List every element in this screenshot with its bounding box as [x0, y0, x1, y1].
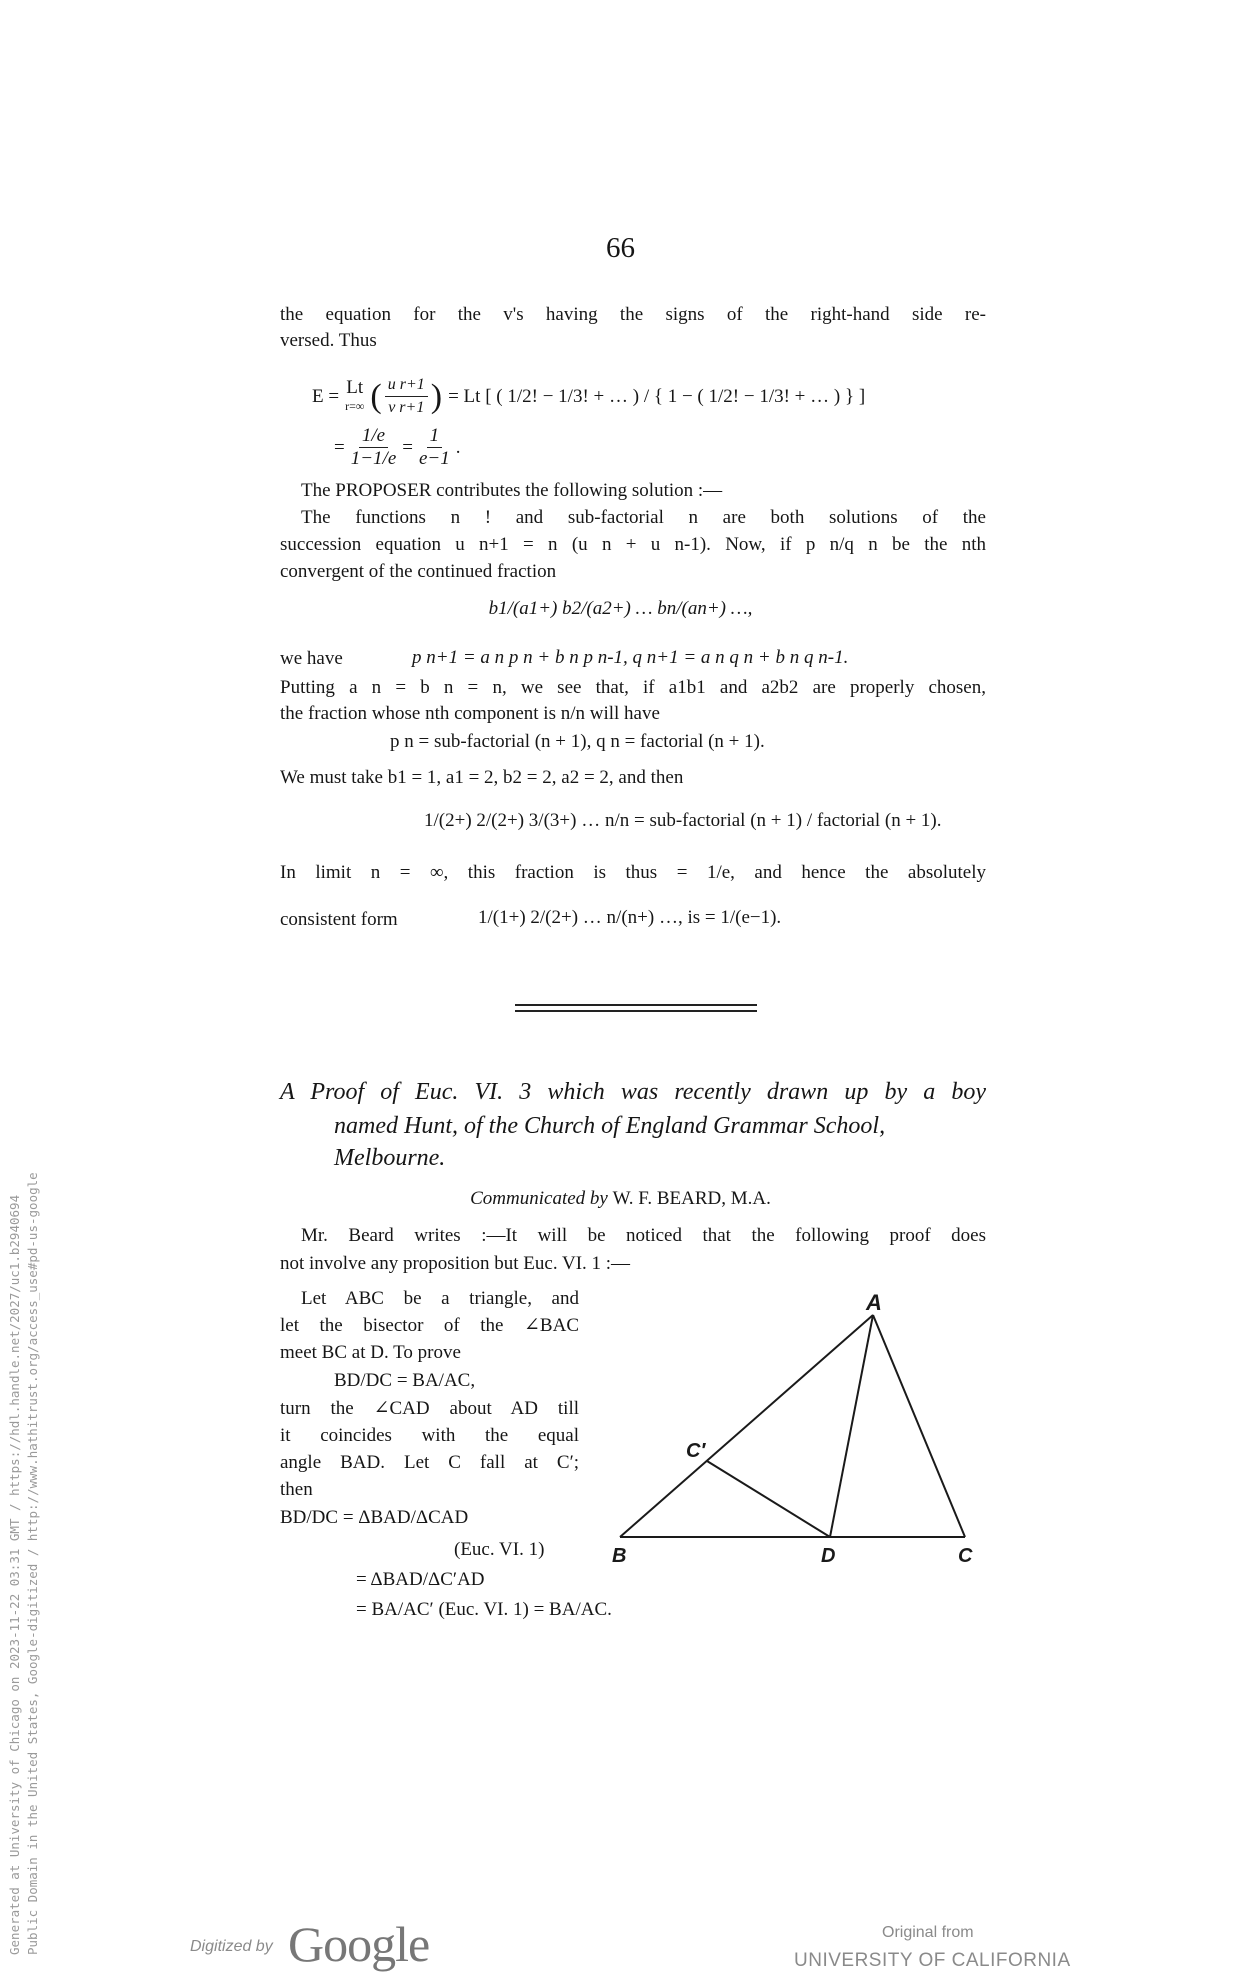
- limit-line: In limit n = ∞, this fraction is thus = 1/e, and hence the absolutely: [280, 862, 986, 883]
- proof-line-4: BD/DC = BA/AC,: [334, 1370, 476, 1391]
- eq2-f2-den: e−1: [418, 448, 450, 469]
- section-divider-top: [515, 1004, 757, 1006]
- eq-lt: Lt: [346, 376, 364, 398]
- proof-line-3: meet BC at D. To prove: [280, 1342, 461, 1363]
- proof-line-1: Let ABC be a triangle, and: [301, 1288, 579, 1309]
- eq-frac-num: u r+1: [385, 374, 428, 397]
- eq2-equals-b: =: [402, 436, 413, 458]
- proof-line-6: it coincides with the equal: [280, 1425, 579, 1446]
- putting-line-1: Putting a n = b n = n, we see that, if a1b1 and a2b2 are properly chosen,: [280, 677, 986, 698]
- pq-line: p n = sub-factorial (n + 1), q n = factorial (n + 1).: [390, 731, 765, 752]
- communicated-line: [0, 1186, 1241, 1212]
- google-logo: Google: [288, 1916, 430, 1972]
- proof-line-8: then: [280, 1479, 313, 1500]
- page-number: 66: [606, 232, 635, 264]
- eq-lt-sub: r=∞: [345, 398, 365, 413]
- proof-line-11: = ΔBAD/ΔC′AD: [356, 1569, 485, 1590]
- we-have-label: we have: [280, 648, 343, 669]
- eq2-f2-num: 1: [427, 425, 443, 448]
- side-watermark: [6, 1172, 42, 1955]
- section-divider-bottom: [515, 1010, 757, 1012]
- side-ba: [620, 1315, 873, 1537]
- side-watermark-line-2: Public Domain in the United States, Google-digitized / http://www.hathitrust.org/access_use#pd-us-google: [25, 1172, 40, 1955]
- intro-line-2: versed. Thus: [280, 330, 377, 351]
- label-c-prime: C′: [686, 1440, 706, 1462]
- equation-limit: E = Lt r=∞ ( $\frac{\text{u r+1}}{\text{v r+1}}$ ) = Lt [ ( 1/2! − 1/3! + … ) / { 1 − ( 1/2! − 1/3! + … ) } ]: [312, 374, 865, 419]
- proof-line-7: angle BAD. Let C fall at C′;: [280, 1452, 579, 1473]
- eq-rhs: = Lt [ ( 1/2! − 1/3! + … ) / { 1 − ( 1/2! − 1/3! + … ) } ]: [448, 385, 866, 407]
- article-title-line-2: named Hunt, of the Church of England Grammar School,: [334, 1113, 886, 1139]
- mr-beard-line-1: Mr. Beard writes :—It will be noticed that the following proof does: [301, 1225, 986, 1246]
- article-title-line-1: A Proof of Euc. VI. 3 which was recently drawn up by a boy: [280, 1079, 986, 1105]
- must-take-line: We must take b1 = 1, a1 = 2, b2 = 2, a2 = 2, and then: [280, 767, 684, 788]
- para-line-1: The functions n ! and sub-factorial n are both solutions of the: [301, 507, 986, 528]
- continued-fraction: b1/(a1+) b2/(a2+) … bn/(an+) …,: [488, 598, 753, 619]
- proof-line-2: let the bisector of the ∠BAC: [280, 1315, 579, 1336]
- equation-result: [334, 425, 461, 470]
- intro-line-1: the equation for the v's having the signs of the right-hand side re-: [280, 304, 986, 325]
- side-ac: [873, 1315, 965, 1537]
- proof-line-12: = BA/AC′ (Euc. VI. 1) = BA/AC.: [356, 1599, 612, 1620]
- triangle-diagram: [600, 1290, 1000, 1570]
- label-b: B: [612, 1545, 627, 1567]
- original-from: Original from: [882, 1924, 974, 1941]
- university-name: UNIVERSITY OF CALIFORNIA: [794, 1950, 1071, 1971]
- digitized-by: Digitized by: [190, 1938, 273, 1955]
- para-line-3: convergent of the continued fraction: [280, 561, 557, 582]
- proof-line-5: turn the ∠CAD about AD till: [280, 1398, 579, 1419]
- eq2-f1-den: 1−1/e: [350, 448, 397, 469]
- putting-line-2: the fraction whose nth component is n/n will have: [280, 703, 660, 724]
- proposer-line: The PROPOSER contributes the following solution :—: [301, 480, 723, 501]
- para-line-2: succession equation u n+1 = n (u n + u n-1). Now, if p n/q n be the nth: [280, 534, 986, 555]
- eq2-equals: =: [334, 436, 345, 458]
- communicated-name: W. F. BEARD, M.A.: [612, 1188, 771, 1209]
- recurrence: p n+1 = a n p n + b n p n-1, q n+1 = a n q n + b n q n-1.: [412, 647, 849, 668]
- article-title-line-3: Melbourne.: [334, 1145, 446, 1171]
- side-watermark-line-1: Generated at University of Chicago on 2023-11-22 03:31 GMT / https://hdl.handle.net/2027/uc1.b2940694: [7, 1194, 22, 1955]
- proof-line-10: (Euc. VI. 1): [454, 1539, 545, 1560]
- label-a: A: [866, 1290, 882, 1315]
- eq-lhs: E =: [312, 385, 340, 407]
- eq-frac-den: v r+1: [388, 399, 425, 416]
- fraction-display: 1/(2+) 2/(2+) 3/(3+) … n/n = sub-factorial (n + 1) / factorial (n + 1).: [424, 810, 942, 831]
- consistent-display: 1/(1+) 2/(2+) … n/(n+) …, is = 1/(e−1).: [478, 907, 782, 928]
- proof-line-9: BD/DC = ΔBAD/ΔCAD: [280, 1507, 469, 1528]
- segment-c-prime-d: [707, 1461, 830, 1537]
- mr-beard-line-2: not involve any proposition but Euc. VI. 1 :—: [280, 1253, 631, 1274]
- eq2-end: .: [455, 436, 461, 458]
- eq2-f1-num: 1/e: [359, 425, 388, 448]
- label-c: C: [958, 1545, 973, 1567]
- consistent-label: consistent form: [280, 909, 398, 930]
- label-d: D: [821, 1545, 836, 1567]
- communicated-by: Communicated by: [470, 1188, 608, 1209]
